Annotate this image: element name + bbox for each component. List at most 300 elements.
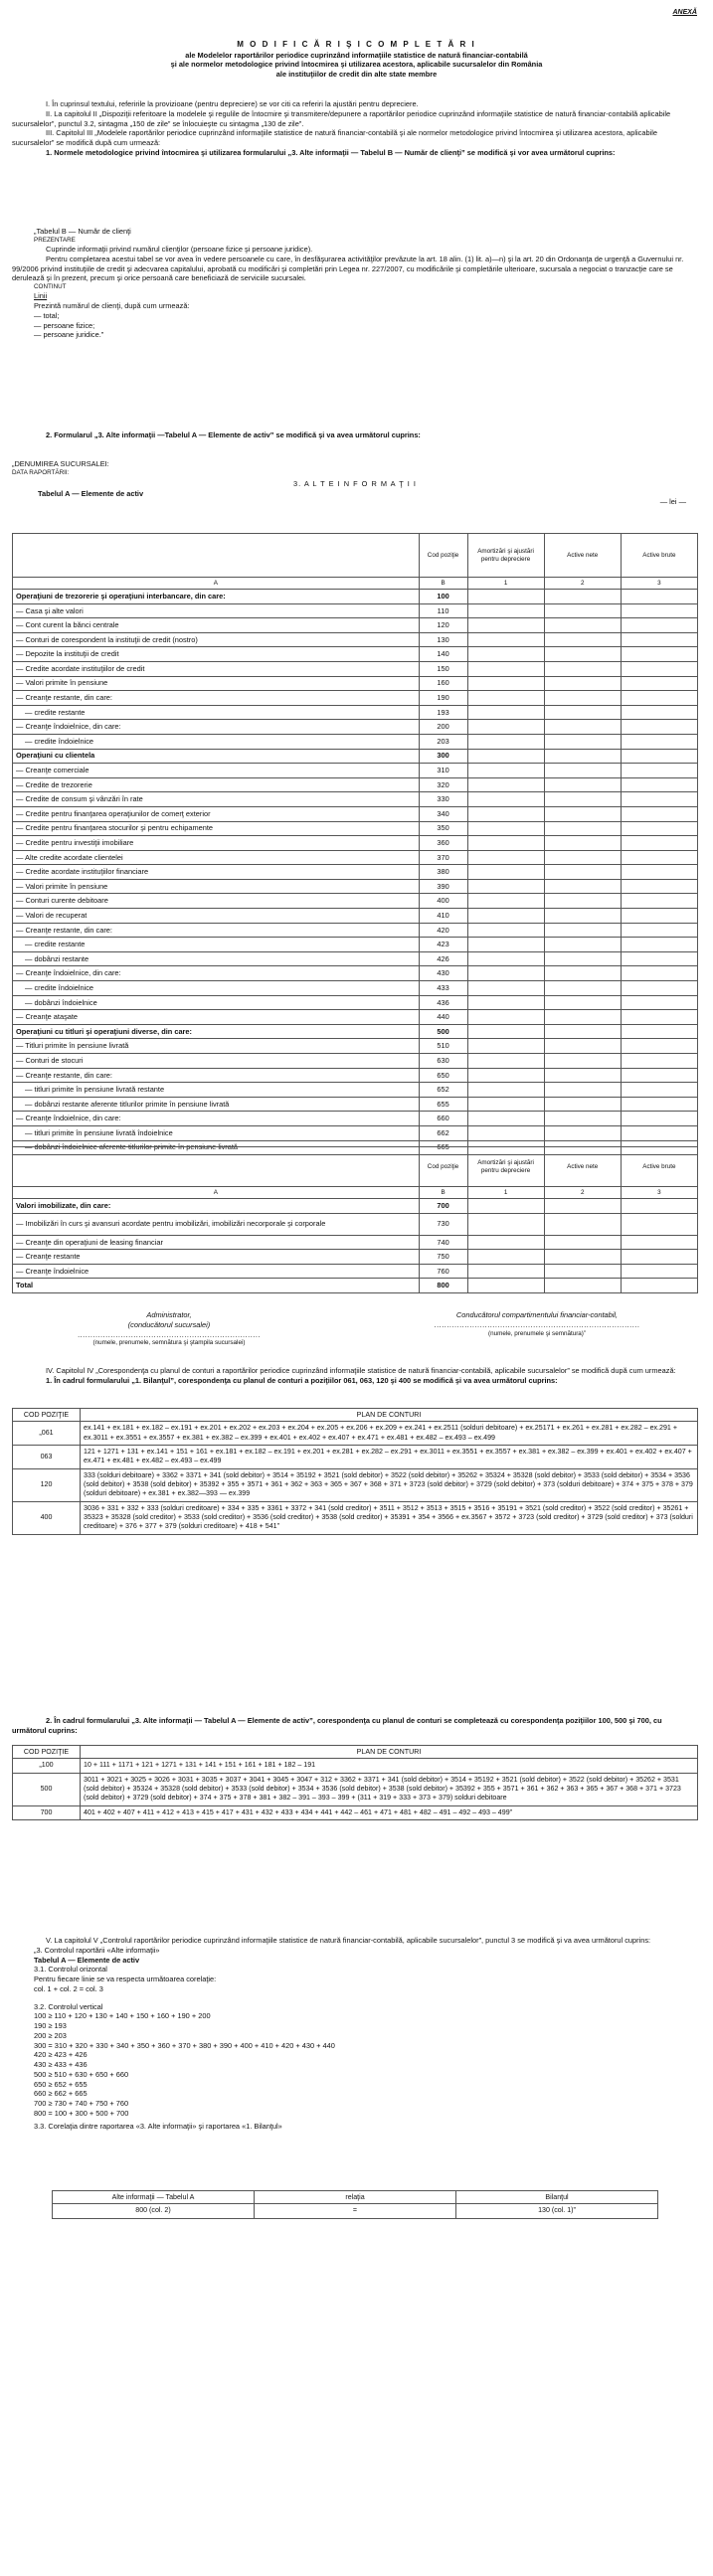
vertical-control-line: 100 ≥ 110 + 120 + 130 + 140 + 150 + 160 + 190 + 200: [34, 2011, 211, 2021]
cell-net: [544, 691, 621, 706]
cell-depreciation: [467, 1068, 544, 1083]
cell-net: [544, 821, 621, 836]
cell-gross: [621, 850, 697, 865]
row-code: 140: [419, 647, 467, 662]
row-code: 410: [419, 909, 467, 924]
cell-net: [544, 836, 621, 851]
row-label: — Conturi curente debitoare: [13, 894, 420, 909]
row-code: 360: [419, 836, 467, 851]
cell-net: [544, 1199, 621, 1214]
table-row: [13, 734, 698, 749]
cell-gross: [621, 777, 697, 792]
table-row: [13, 1039, 698, 1054]
row-code: 400: [419, 894, 467, 909]
row-code: 150: [419, 661, 467, 676]
row-code: 300: [419, 749, 467, 764]
row-code: 340: [419, 806, 467, 821]
cell-gross: [621, 1024, 697, 1039]
accountant-signature-block: [378, 1310, 696, 1338]
cell-net: [544, 966, 621, 981]
table-row: [13, 879, 698, 894]
table-row: [13, 1235, 698, 1250]
tabel-b-line-1: Prezintă numărul de clienţi, după cum urmează:: [34, 301, 190, 311]
cell-gross: [621, 909, 697, 924]
vertical-control-line: 650 ≥ 652 + 655: [34, 2079, 88, 2089]
row-code: 665: [419, 1140, 467, 1155]
column-header-gross: Active brute: [621, 534, 697, 578]
cell-depreciation: [467, 1010, 544, 1025]
account-mapping-table-2-body: [13, 1759, 698, 1820]
cell-net: [544, 749, 621, 764]
cell-gross: [621, 995, 697, 1010]
cell-net: [544, 1068, 621, 1083]
cell-net: [544, 1213, 621, 1235]
section-iv-point-2: [12, 1716, 698, 1736]
cell-depreciation: [467, 1250, 544, 1265]
row-code: 760: [419, 1264, 467, 1279]
cell-gross: [621, 792, 697, 807]
vertical-control-heading: 3.2. Controlul vertical: [34, 2001, 103, 2011]
cell-net: [544, 590, 621, 604]
row-label: — credite restante: [13, 938, 420, 952]
table-row: [13, 1805, 698, 1819]
table-row: [13, 966, 698, 981]
table-row: [13, 1199, 698, 1214]
section-v-control-title: „3. Controlul raportării «Alte informaţii»: [34, 1945, 160, 1955]
row-code: 420: [419, 923, 467, 938]
row-code: 160: [419, 676, 467, 691]
cell-gross: [621, 720, 697, 735]
table-row: [13, 1083, 698, 1098]
row-label: — Imobilizări în curs şi avansuri acordate pentru imobilizări, imobilizări necorporale şi corporale: [13, 1213, 420, 1235]
form-a-heading: [12, 430, 698, 440]
column-index-2: 2: [544, 578, 621, 590]
vertical-control-line: 420 ≥ 423 + 426: [34, 2050, 88, 2060]
row-code: 500: [419, 1024, 467, 1039]
column-header-position-code: COD POZIŢIE: [13, 1746, 81, 1759]
table-row: [13, 764, 698, 778]
account-formula: ex.141 + ex.181 + ex.182 – ex.191 + ex.201 + ex.202 + ex.203 + ex.204 + ex.205 + ex.206 + ex.209 + ex.241 + ex.2511 (solduri debitoare) + ex.25171 + ex.261 + ex.281 + ex.282 – ex.291 + ex.3011 + ex.3551 + ex.3557 + ex.381 + ex.382 – ex.399 + ex.401 + ex.402 + ex.407 + ex.471 + ex.481 + ex.482 – ex.493 – ex.499: [81, 1422, 698, 1446]
row-label: — Creanţe ataşate: [13, 1010, 420, 1025]
cell-net: [544, 951, 621, 966]
table-row: [13, 1501, 698, 1534]
cell-net: [544, 879, 621, 894]
tabel-b-linii: Linii: [34, 291, 48, 301]
form-title: 3. A L T E I N F O R M A Ţ I I: [293, 479, 417, 489]
column-index-b: B: [419, 1187, 467, 1199]
row-label: Total: [13, 1279, 420, 1293]
section-v: [12, 1936, 698, 2132]
column-header-net: Active nete: [544, 1147, 621, 1187]
column-header-depreciation: Amortizări şi ajustări pentru depreciere: [467, 1147, 544, 1187]
cell-depreciation: [467, 981, 544, 996]
cell-net: [544, 995, 621, 1010]
column-header-net: Active nete: [544, 534, 621, 578]
row-code: 330: [419, 792, 467, 807]
cell-gross: [621, 1235, 697, 1250]
row-label: — Creanţe îndoielnice, din care:: [13, 1112, 420, 1126]
table-row: [13, 1112, 698, 1126]
cell-depreciation: [467, 909, 544, 924]
table-row: [13, 618, 698, 633]
table-row: [13, 951, 698, 966]
cell-depreciation: [467, 1264, 544, 1279]
column-header-relation: relaţia: [255, 2191, 456, 2204]
vertical-control-line: 430 ≥ 433 + 436: [34, 2060, 88, 2070]
row-code: 650: [419, 1068, 467, 1083]
row-label: — Creanţe îndoielnice, din care:: [13, 720, 420, 735]
row-label: — Creanţe din operaţiuni de leasing financiar: [13, 1235, 420, 1250]
row-label: — Credite acordate instituţiilor financiare: [13, 865, 420, 880]
tabel-b-line-4: — persoane juridice.”: [34, 330, 104, 340]
table-row: [13, 923, 698, 938]
cell-gross: [621, 1125, 697, 1140]
row-code: 380: [419, 865, 467, 880]
row-label: — Credite pentru investiţii imobiliare: [13, 836, 420, 851]
cell-net: [544, 792, 621, 807]
document-title: [30, 40, 683, 80]
table-row: [13, 1422, 698, 1446]
position-code: 063: [13, 1445, 81, 1468]
cell-depreciation: [467, 1039, 544, 1054]
column-header-depreciation: Amortizări şi ajustări pentru depreciere: [467, 534, 544, 578]
section-iv-paragraph-3: 2. În cadrul formularului „3. Alte informaţii — Tabelul A — Elemente de activ”, corespondenţa cu planul de conturi se completează cu corespondenţa poziţiilor 100, 500 şi 700, cu următorul cuprins:: [12, 1716, 662, 1735]
accountant-caption: (numele, prenumele şi semnătura)”: [488, 1329, 586, 1337]
table-row: [13, 661, 698, 676]
cell-depreciation: [467, 966, 544, 981]
administrator-caption: (numele, prenumele, semnătura şi ştampila sucursalei): [92, 1339, 246, 1347]
row-label: — Conturi de stocuri: [13, 1054, 420, 1069]
table-row: [13, 1054, 698, 1069]
row-code: 423: [419, 938, 467, 952]
cell-gross: [621, 749, 697, 764]
table-row: [13, 1279, 698, 1293]
column-header-code: Cod poziţie: [419, 534, 467, 578]
row-code: 440: [419, 1010, 467, 1025]
table-row: [13, 1068, 698, 1083]
cell-gross: [621, 1279, 697, 1293]
tabel-b-continut: CONTINUT: [34, 283, 67, 291]
position-code: 120: [13, 1468, 81, 1501]
cell-net: [544, 850, 621, 865]
table-row: [13, 836, 698, 851]
cell-depreciation: [467, 632, 544, 647]
column-index-1: 1: [467, 1187, 544, 1199]
section-iv-paragraph-1: IV. Capitolul IV „Corespondenţa cu planul de conturi a raportărilor periodice cuprinzând informaţiile statistice de natură financiar-contabilă, aplicabile sucursalelor” se modifică după cum urmează:: [46, 1366, 676, 1375]
cell-depreciation: [467, 676, 544, 691]
cell-gross: [621, 1083, 697, 1098]
account-mapping-table-1: [12, 1408, 698, 1535]
column-header-account-plan: PLAN DE CONTURI: [81, 1409, 698, 1422]
account-mapping-table-2: [12, 1745, 698, 1820]
row-code: 510: [419, 1039, 467, 1054]
signature-line: .................................................................................: [434, 1319, 640, 1329]
tabel-b-line-2: — total;: [34, 310, 60, 320]
cell-net: [544, 1235, 621, 1250]
section-v-paragraph-1: V. La capitolul V „Controlul raportărilor periodice cuprinzând informaţiile statistice de natură financiar-contabilă, aplicabile sucursalelor”, punctul 3 se modifică şi va avea următorul cuprins:: [46, 1936, 651, 1945]
table-row: [13, 938, 698, 952]
cell-gross: [621, 676, 697, 691]
row-label: — Credite de consum şi vânzări în rate: [13, 792, 420, 807]
administrator-role: (conducătorul sucursalei): [127, 1319, 211, 1329]
row-label: Operaţiuni cu titluri şi operaţiuni diverse, din care:: [13, 1024, 420, 1039]
cell-net: [544, 1083, 621, 1098]
administrator-signature-block: [40, 1310, 298, 1348]
column-header-gross: Active brute: [621, 1147, 697, 1187]
cell-gross: [621, 1213, 697, 1235]
cell-net: [544, 764, 621, 778]
horizontal-control-text: Pentru fiecare linie se va respecta următoarea corelaţie:: [34, 1975, 217, 1984]
row-code: 110: [419, 603, 467, 618]
row-label: — Credite pentru finanţarea stocurilor şi pentru echipamente: [13, 821, 420, 836]
tabel-b-title: „Tabelul B — Număr de clienţi: [34, 227, 131, 236]
table-row: [13, 806, 698, 821]
cell-depreciation: [467, 894, 544, 909]
row-code: 433: [419, 981, 467, 996]
row-code: 190: [419, 691, 467, 706]
column-index-a: A: [13, 1187, 420, 1199]
row-code: 800: [419, 1279, 467, 1293]
cell-net: [544, 720, 621, 735]
row-label: Valori imobilizate, din care:: [13, 1199, 420, 1214]
cell-depreciation: [467, 1054, 544, 1069]
cell-depreciation: [467, 691, 544, 706]
assets-table-2-body: [13, 1199, 698, 1293]
cell-gross: [621, 1097, 697, 1112]
tabel-b-prezentare: PREZENTARE: [34, 236, 76, 244]
row-label: — titluri primite în pensiune livrată îndoielnice: [13, 1125, 420, 1140]
row-label: — dobânzi restante: [13, 951, 420, 966]
cell-depreciation: [467, 938, 544, 952]
section-iv-paragraph-2: 1. În cadrul formularului „1. Bilanţul”, corespondenţa cu planul de conturi a poziţiilor 061, 063, 120 şi 400 se modifică şi va avea următorul cuprins:: [46, 1375, 558, 1385]
column-index-a: A: [13, 578, 420, 590]
position-code: 700: [13, 1805, 81, 1819]
cell-gross: [621, 647, 697, 662]
row-label: — Valori de recuperat: [13, 909, 420, 924]
row-label: — Creanţe restante, din care:: [13, 923, 420, 938]
correlation-balance-sheet: 130 (col. 1)”: [456, 2204, 658, 2218]
row-label: Operaţiuni cu clientela: [13, 749, 420, 764]
assets-table-2: [12, 1146, 698, 1293]
table-row: [13, 676, 698, 691]
cell-gross: [621, 618, 697, 633]
row-label: — titluri primite în pensiune livrată restante: [13, 1083, 420, 1098]
table-row: [13, 1024, 698, 1039]
intro-paragraph-1: I. În cuprinsul textului, referirile la provizioane (pentru depreciere) se vor citi ca referiri la ajustări pentru depreciere.: [46, 99, 419, 108]
row-code: 100: [419, 590, 467, 604]
row-code: 310: [419, 764, 467, 778]
table-row: [13, 1445, 698, 1468]
row-code: 730: [419, 1213, 467, 1235]
row-code: 203: [419, 734, 467, 749]
administrator-title: Administrator,: [146, 1310, 192, 1319]
cell-gross: [621, 879, 697, 894]
title-line-3: şi ale normelor metodologice privind întocmirea şi utilizarea acestora, aplicabile sucursalelor din România: [170, 60, 543, 70]
vertical-control-line: 200 ≥ 203: [34, 2030, 67, 2040]
intro-paragraph-2: II. La capitolul II „Dispoziţii referitoare la modelele şi regulile de întocmire şi transmitere/depunere a raportărilor periodice cuprinzând informaţiile statistice de natură financiar-contabilă aplicabile sucursalelor”, punctul 3.2, sintagma „150 de zile” se înlocuieşte cu sintagma „130 de zile”.: [12, 108, 671, 128]
cell-gross: [621, 821, 697, 836]
cell-depreciation: [467, 792, 544, 807]
cell-depreciation: [467, 951, 544, 966]
cell-depreciation: [467, 1083, 544, 1098]
cell-gross: [621, 951, 697, 966]
table-row: [13, 1264, 698, 1279]
row-code: 130: [419, 632, 467, 647]
row-label: — Credite de trezorerie: [13, 777, 420, 792]
row-code: 655: [419, 1097, 467, 1112]
row-label: — Cont curent la bănci centrale: [13, 618, 420, 633]
row-code: 740: [419, 1235, 467, 1250]
row-label: — Creanţe restante, din care:: [13, 691, 420, 706]
account-formula: 333 (solduri debitoare) + 3362 + 3371 + 341 (sold debitor) + 3514 + 35192 + 3521 (sold debitor) + 3522 (sold debitor) + 35262 + 35324 + 35328 (sold debitor) + 3533 (sold debitor) + 3534 + 3536 (sold debitor) + 3538 (sold debitor) + 35392 + 355 + 3571 + 361 + 362 + 363 + 365 + 367 + 368 + 371 + 3723 (sold debitor) + 3729 (sold debitor) + 373 (solduri debitoare) + 374 + 375 + 378 + 379 (solduri debitoare) + ex.381 + ex.382—393 — ex.399: [81, 1468, 698, 1501]
cell-depreciation: [467, 647, 544, 662]
form-header: [12, 459, 698, 506]
row-code: 662: [419, 1125, 467, 1140]
cell-net: [544, 1039, 621, 1054]
vertical-control-line: 300 = 310 + 320 + 330 + 340 + 350 + 360 + 370 + 380 + 390 + 400 + 410 + 420 + 430 + 440: [34, 2040, 335, 2050]
cell-gross: [621, 603, 697, 618]
branch-name-label: „DENUMIREA SUCURSALEI:: [12, 459, 109, 468]
column-index-3: 3: [621, 1187, 697, 1199]
table-row: [13, 1250, 698, 1265]
cell-depreciation: [467, 618, 544, 633]
column-header-code: Cod poziţie: [419, 1147, 467, 1187]
table-row: [13, 705, 698, 720]
cell-gross: [621, 894, 697, 909]
cell-depreciation: [467, 1279, 544, 1293]
row-code: 430: [419, 966, 467, 981]
cell-depreciation: [467, 705, 544, 720]
cell-depreciation: [467, 995, 544, 1010]
cell-depreciation: [467, 749, 544, 764]
tabel-b-line-3: — persoane fizice;: [34, 320, 95, 330]
table-row: [13, 590, 698, 604]
table-row: [13, 1125, 698, 1140]
account-formula: 10 + 111 + 1171 + 121 + 1271 + 131 + 141 + 151 + 161 + 181 + 182 – 191: [81, 1759, 698, 1773]
cell-gross: [621, 1199, 697, 1214]
position-code: „061: [13, 1422, 81, 1446]
title-line-1: M O D I F I C Ă R I Ş I C O M P L E T Ă R I: [237, 40, 476, 49]
cell-depreciation: [467, 850, 544, 865]
table-row: [13, 909, 698, 924]
cell-gross: [621, 923, 697, 938]
table-row: [13, 1773, 698, 1805]
table-a-title: Tabelul A — Elemente de activ: [38, 488, 144, 498]
cell-depreciation: [467, 821, 544, 836]
table-row: [13, 632, 698, 647]
cell-net: [544, 806, 621, 821]
cell-depreciation: [467, 865, 544, 880]
title-line-4: ale instituţiilor de credit din alte state membre: [275, 70, 438, 80]
cell-gross: [621, 734, 697, 749]
cell-net: [544, 1010, 621, 1025]
cell-gross: [621, 1264, 697, 1279]
cell-depreciation: [467, 1024, 544, 1039]
row-code: 390: [419, 879, 467, 894]
table-row: [13, 1468, 698, 1501]
row-code: 200: [419, 720, 467, 735]
row-code: 436: [419, 995, 467, 1010]
cell-net: [544, 734, 621, 749]
row-code: 630: [419, 1054, 467, 1069]
cell-gross: [621, 981, 697, 996]
vertical-control-line: 660 ≥ 662 + 665: [34, 2089, 88, 2099]
vertical-control-line: 190 ≥ 193: [34, 2021, 67, 2031]
cell-net: [544, 1250, 621, 1265]
cell-depreciation: [467, 1097, 544, 1112]
cell-depreciation: [467, 590, 544, 604]
table-row: [13, 777, 698, 792]
cell-depreciation: [467, 1199, 544, 1214]
cell-gross: [621, 632, 697, 647]
row-label: — Casa şi alte valori: [13, 603, 420, 618]
assets-table-1: [12, 533, 698, 1155]
cell-net: [544, 777, 621, 792]
title-line-2: ale Modelelor raportărilor periodice cuprinzând informaţiile statistice de natură financiar-contabilă: [185, 50, 528, 60]
cell-gross: [621, 1054, 697, 1069]
column-header-position-code: COD POZIŢIE: [13, 1409, 81, 1422]
column-index-2: 2: [544, 1187, 621, 1199]
vertical-control-line: 800 = 100 + 300 + 500 + 700: [34, 2109, 129, 2119]
cell-depreciation: [467, 1213, 544, 1235]
cell-gross: [621, 764, 697, 778]
table-row: [13, 894, 698, 909]
row-code: 370: [419, 850, 467, 865]
cell-gross: [621, 966, 697, 981]
cell-net: [544, 618, 621, 633]
correlation-other-info: 800 (col. 2): [53, 2204, 255, 2218]
column-header-account-plan: PLAN DE CONTURI: [81, 1746, 698, 1759]
cell-gross: [621, 1068, 697, 1083]
intro-paragraph-3: III. Capitolul III „Modelele raportărilor periodice cuprinzând informaţiile statistice de natură financiar-contabilă şi ale normelor metodologice privind întocmirea şi utilizarea acestora, aplicabile sucursalelor” se modifică după cum urmează:: [12, 128, 657, 148]
account-formula: 3011 + 3021 + 3025 + 3026 + 3031 + 3035 + 3037 + 3041 + 3045 + 3047 + 312 + 3362 + 3371 + 341 (sold debitor) + 3514 + 35192 + 3521 (sold debitor) + 3522 (sold debitor) + 35262 + 3531 (sold debitor) + 35324 + 35328 (sold debitor) + 3533 (sold debitor) + 3534 + 3536 (sold debitor) + 3538 (sold debitor) + 35392 + 355 + 3571 + 361 + 362 + 363 + 365 + 367 + 368 + 371 + 3723 (sold debitor) + 3729 (sold debitor) + 374 + 375 + 378 + 381 + 382 – 391 – 393 – 399 + (311 + 319 + 333 + 373 + 379) solduri debitoare: [81, 1773, 698, 1805]
row-label: — Alte credite acordate clientelei: [13, 850, 420, 865]
column-index-b: B: [419, 578, 467, 590]
cell-net: [544, 1054, 621, 1069]
cell-net: [544, 705, 621, 720]
row-code: 320: [419, 777, 467, 792]
account-formula: 401 + 402 + 407 + 411 + 412 + 413 + 415 + 417 + 431 + 432 + 433 + 434 + 441 + 442 – 461 + 471 + 481 + 482 – 491 – 492 – 493 – 499”: [81, 1805, 698, 1819]
cell-net: [544, 894, 621, 909]
horizontal-control-formula: col. 1 + col. 2 = col. 3: [34, 1983, 103, 1993]
row-label: — dobânzi îndoielnice aferente titlurilor primite în pensiune livrată: [13, 1140, 420, 1155]
account-formula: 121 + 1271 + 131 + ex.141 + 151 + 161 + ex.181 + ex.182 – ex.191 + ex.201 + ex.281 + ex.282 – ex.291 + ex.3011 + ex.3551 + ex.3557 + ex.381 + ex.382 – ex.399 + ex.401 + ex.402 + ex.407 + ex.471 + ex.481 + ex.482 – ex.493 – ex.499: [81, 1445, 698, 1468]
cell-net: [544, 1112, 621, 1126]
cell-depreciation: [467, 1235, 544, 1250]
cell-net: [544, 865, 621, 880]
section-v-table-title: Tabelul A — Elemente de activ: [34, 1955, 140, 1965]
cell-depreciation: [467, 806, 544, 821]
row-label: — Credite acordate instituţiilor de credit: [13, 661, 420, 676]
row-label: — Creanţe îndoielnice, din care:: [13, 966, 420, 981]
unit-label: — lei —: [659, 496, 686, 506]
cell-depreciation: [467, 603, 544, 618]
column-header-balance-sheet: Bilanţul: [456, 2191, 658, 2204]
cell-net: [544, 661, 621, 676]
cell-net: [544, 909, 621, 924]
cell-gross: [621, 836, 697, 851]
row-label: — credite îndoielnice: [13, 981, 420, 996]
cell-gross: [621, 1112, 697, 1126]
cell-depreciation: [467, 923, 544, 938]
cell-gross: [621, 590, 697, 604]
row-label: — Creanţe restante, din care:: [13, 1068, 420, 1083]
row-label: — Conturi de corespondent la instituţii de credit (nostro): [13, 632, 420, 647]
cell-depreciation: [467, 720, 544, 735]
row-code: 350: [419, 821, 467, 836]
cell-depreciation: [467, 764, 544, 778]
table-row: [13, 981, 698, 996]
